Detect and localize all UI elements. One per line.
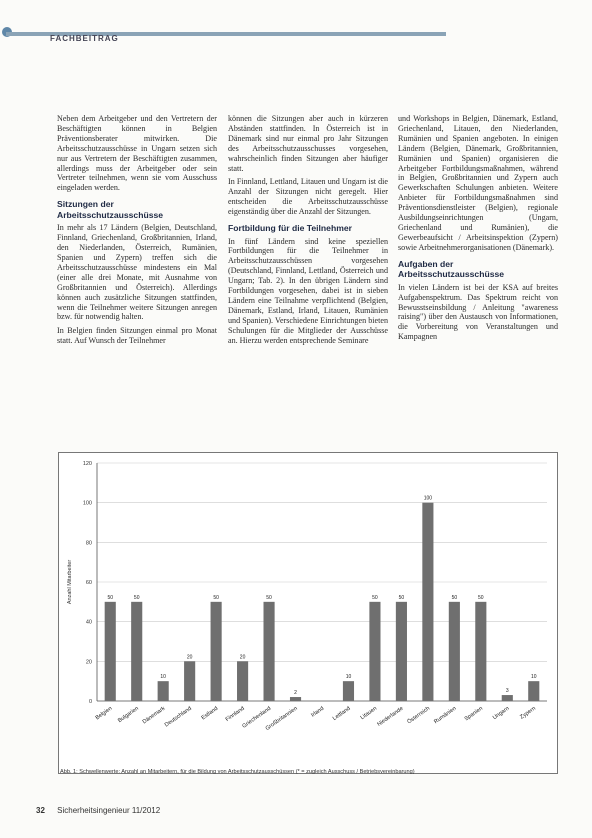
x-tick-label: Belgien <box>94 705 114 722</box>
bar <box>475 602 486 701</box>
bar-chart <box>59 453 557 773</box>
figure-caption: Abb. 1: Schwellenwerte: Anzahl an Mitarbeitern, für die Bildung von Arbeitsschutzausschüssen (* = zugleich Ausschuss / Betriebsvereinbarung) <box>60 769 415 775</box>
data-label: 10 <box>345 674 352 681</box>
x-tick-label: Großbritannien <box>264 705 299 733</box>
x-tick-label: Zypern <box>519 705 537 721</box>
x-tick-label: Spanien <box>463 705 484 723</box>
bar <box>528 681 539 701</box>
bar <box>290 697 301 701</box>
bar <box>369 602 380 701</box>
text-column-1 <box>57 114 217 434</box>
y-tick-label: 0 <box>88 699 92 705</box>
x-tick-label: Rumänien <box>433 705 458 726</box>
y-tick-label: 60 <box>85 580 92 586</box>
y-tick-label: 100 <box>82 500 92 507</box>
y-tick-label: 40 <box>85 619 92 626</box>
text-column-3 <box>398 114 558 434</box>
data-label: 50 <box>398 594 405 601</box>
bar <box>422 503 433 701</box>
paragraph: Neben dem Arbeitgeber und den Vertretern der Beschäftigten können in Belgien Präventionsberater mitwirken. Die Arbeitsschutzausschüsse in Ungarn setzen sich nur aus Vertretern der Beschäftigten zusammen, allerdings muss der Arbeitgeber oder sein Vertreter teilnehmen, wenn sie vom Ausschuss eingeladen werden. <box>57 114 217 193</box>
data-label: 100 <box>423 495 433 502</box>
data-label: 50 <box>133 594 140 601</box>
bar <box>449 602 460 701</box>
y-axis-label: Anzahl Mitarbeiter <box>67 559 73 605</box>
chart-frame <box>58 452 558 774</box>
section-heading: Sitzungen der Arbeitsschutzausschüsse <box>57 199 164 220</box>
bar <box>396 602 407 701</box>
x-tick-label: Estland <box>200 705 220 722</box>
page-footer <box>36 806 160 815</box>
bar <box>237 661 248 701</box>
bar <box>184 661 195 701</box>
section-heading: Aufgaben der Arbeitsschutzausschüsse <box>398 258 505 280</box>
bar <box>105 602 116 701</box>
data-label: 50 <box>213 594 219 601</box>
data-label: 10 <box>160 674 166 681</box>
paragraph: In mehr als 17 Ländern (Belgien, Deutschland, Finnland, Griechenland, Großbritannien, Irland, den Niederlanden, Österreich, Rumänien, Spanien und Zypern) treffen sich die Arbeitsschutzausschüsse mindestens ein Mal (einer alle drei Monate, mit Ausnahme von Großbritannien und Österreich). Allerdings können auch zusätzliche Sitzungen stattfinden, wenn die Teilnehmer weitere Sitzungen anregen bzw. für notwendig halten. <box>57 223 217 322</box>
data-label: 50 <box>451 594 458 601</box>
header-label: FACHBEITRAG <box>50 34 119 43</box>
data-label: 2 <box>294 690 297 697</box>
x-tick-label: Deutschland <box>163 705 193 729</box>
x-tick-label: Lettland <box>331 705 352 723</box>
paragraph: In fünf Ländern sind keine speziellen Fortbildungen für die Teilnehmer in Arbeitsschutzausschüssen vorgesehen (Deutschland, Finnland, Lettland, Österreich und Ungarn; Tab. 2). In den übrigen Ländern sind Fortbildungen vorgesehen, dabei ist in sieben Ländern eine Teilnahme verpflichtend (Belgien, Dänemark, Estland, Irland, Litauen, Rumänien und Spanien). Verschiedene Einrichtungen bieten Schulungen für die Mitglieder der Ausschüsse an. Hierzu werden entsprechende Seminare <box>228 236 388 345</box>
data-label: 20 <box>239 654 246 661</box>
page-number: 32 <box>36 806 45 815</box>
data-label: 50 <box>266 594 272 601</box>
data-label: 10 <box>530 674 537 681</box>
y-tick-label: 80 <box>85 540 92 547</box>
bar <box>131 602 142 701</box>
y-tick-label: 120 <box>82 461 92 467</box>
data-label: 50 <box>478 594 484 601</box>
x-tick-label: Niederlande <box>376 705 405 728</box>
data-label: 20 <box>186 654 193 661</box>
journal-name: Sicherheitsingenieur 11/2012 <box>57 806 161 815</box>
bar <box>264 602 275 701</box>
x-tick-label: Dänemark <box>141 705 167 726</box>
x-tick-label: Ungarn <box>491 705 511 722</box>
x-tick-label: Finnland <box>224 705 246 723</box>
text-column-2 <box>228 114 388 434</box>
data-label: 3 <box>505 688 509 695</box>
bar <box>502 695 513 701</box>
x-tick-label: Bulgarien <box>117 705 140 725</box>
bar <box>343 681 354 701</box>
paragraph: In vielen Ländern ist bei der KSA auf breites Aufgabenspektrum. Das Spektrum reicht von Bewusstseinsbildung / Anleitung "awareness raising") über den Austausch von Informationen, die Vorbereitung von Veranstaltungen und Kampagnen <box>398 282 558 342</box>
x-tick-label: Griechenland <box>241 705 273 730</box>
bar <box>211 602 222 701</box>
y-tick-label: 20 <box>85 659 92 666</box>
data-label: 50 <box>107 594 114 601</box>
paragraph: können die Sitzungen aber auch in kürzeren Abständen stattfinden. In Österreich ist in Dänemark sind nur einmal pro Jahr Sitzungen des Arbeitsschutzausschusses vorgesehen, wahrscheinlich finden Sitzungen aber häufiger statt. <box>228 114 388 173</box>
x-tick-label: Litauen <box>359 705 379 722</box>
paragraph: und Workshops in Belgien, Dänemark, Estland, Griechenland, Litauen, den Niederlanden, Rumänien und Spanien angeboten. In einigen Ländern (Belgien, Dänemark, Großbritannien, Rumänien und Spanien) organisieren die Arbeitgeber Fortbildungsmaßnahmen, während in Belgien, Großbritannien und Zypern auch Gewerkschaften Schulungen anbieten. Weitere Anbieter für Fortbildungsmaßnahmen sind Präventionsdienstleister (Belgien), regionale Ausbildungseinrichtungen (Ungarn, Griechenland und Rumänien), die Gewerbeaufsicht / Arbeitsinspektion (Zypern) sowie Arbeitnehmerorganisationen (Dänemark). <box>398 114 558 252</box>
paragraph: In Belgien finden Sitzungen einmal pro Monat statt. Auf Wunsch der Teilnehmer <box>57 326 217 346</box>
paragraph: In Finnland, Lettland, Litauen und Ungarn ist die Anzahl der Sitzungen nicht geregelt. Hier entscheiden die Arbeitsschutzausschüsse eigenständig über die Anzahl der Sitzungen. <box>228 177 388 217</box>
x-tick-label: Österreich <box>406 705 432 726</box>
bar <box>158 681 169 701</box>
x-tick-label: Irland <box>310 705 326 719</box>
section-heading: Fortbildung für die Teilnehmer <box>228 223 352 234</box>
data-label: 50 <box>372 594 378 601</box>
